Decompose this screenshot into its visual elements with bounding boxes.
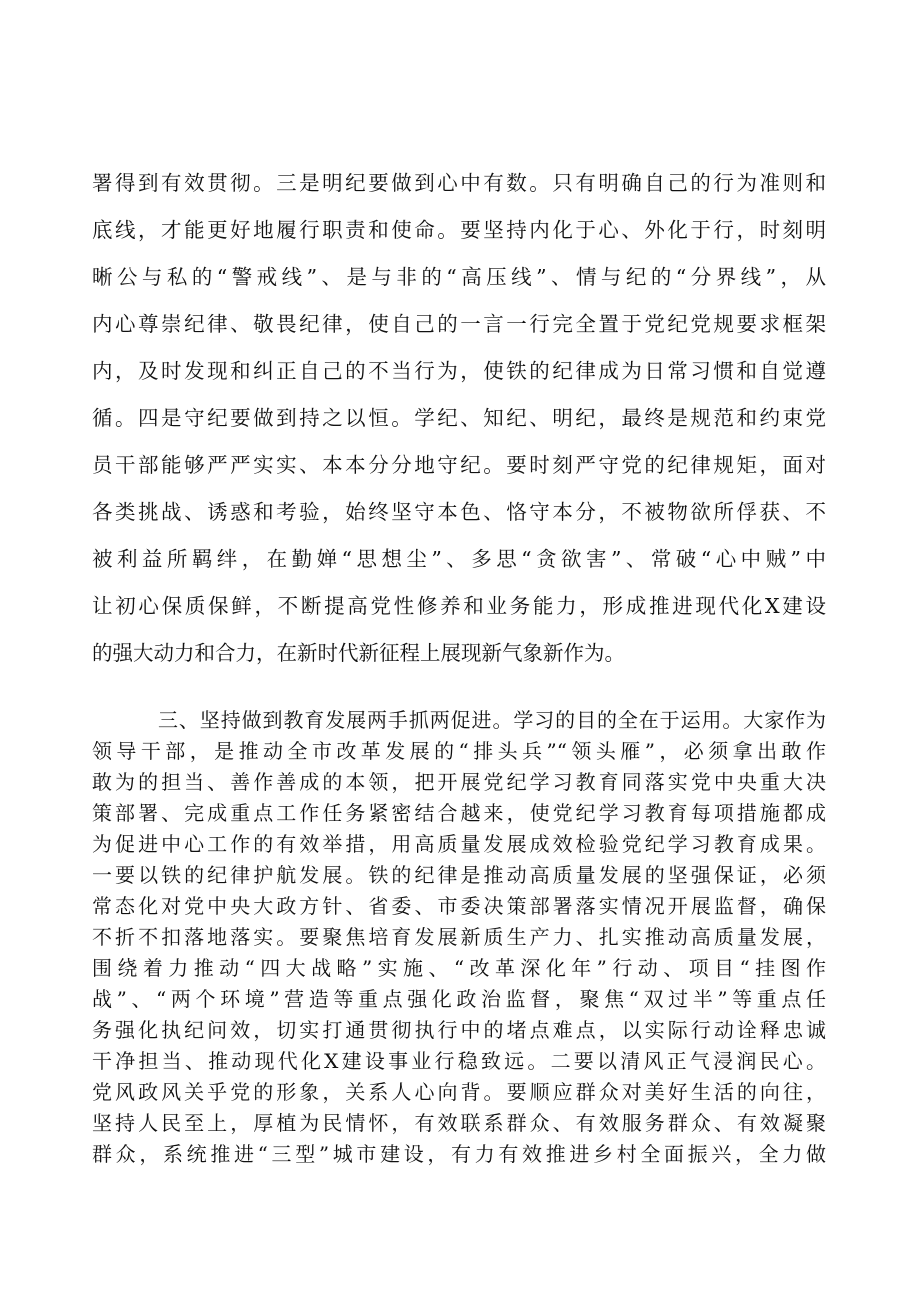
para2-line-6: 一要以铁的纪律护航发展。铁的纪律是推动高质量发展的坚强保证，必须 <box>92 863 826 887</box>
para1-line-10: 让初心保质保鲜，不断提高党性修养和业务能力，形成推进现代化X建设 <box>92 594 826 618</box>
para2-line-3: 敢为的担当、善作善成的本领，把开展党纪学习教育同落实党中央重大决 <box>92 770 826 794</box>
para1-line-2: 底线，才能更好地履行职责和使命。要坚持内化于心、外化于行，时刻明 <box>92 218 826 242</box>
para2-line-5: 为促进中心工作的有效举措，用高质量发展成效检验党纪学习教育成果。 <box>92 832 826 856</box>
para1-line-6: 循。四是守纪要做到持之以恒。学纪、知纪、明纪，最终是规范和约束党 <box>92 406 826 430</box>
para2-line-12: 干净担当、推动现代化X建设事业行稳致远。二要以清风正气浸润民心。 <box>92 1049 826 1073</box>
para2-line-9: 围绕着力推动“四大战略”实施、“改革深化年”行动、项目“挂图作 <box>92 956 826 980</box>
para1-line-7: 员干部能够严严实实、本本分分地守纪。要时刻严守党的纪律规矩，面对 <box>92 453 826 477</box>
para2-line-1-rest: 学习的目的全在于运用。大家作为 <box>513 708 827 732</box>
para1-line-1: 署得到有效贯彻。三是明纪要做到心中有数。只有明确自己的行为准则和 <box>92 171 826 195</box>
para2-line-15: 群众，系统推进“三型”城市建设，有力有效推进乡村全面振兴，全力做 <box>92 1142 826 1166</box>
para1-line-9: 被利益所羁绊，在勤婵“思想尘”、多思“贪欲害”、常破“心中贼”中 <box>92 547 826 571</box>
para1-line-3: 晰公与私的“警戒线”、是与非的“高压线”、情与纪的“分界线”，从 <box>92 265 826 289</box>
para1-line-11: 的强大动力和合力，在新时代新征程上展现新气象新作为。 <box>92 641 625 665</box>
para1-line-5: 内，及时发现和纠正自己的不当行为，使铁的纪律成为日常习惯和自觉遵 <box>92 359 826 383</box>
para2-line-2: 领导干部，是推动全市改革发展的“排头兵”“领头雁”，必须拿出敢作 <box>92 739 826 763</box>
para1-line-4: 内心尊崇纪律、敬畏纪律，使自己的一言一行完全置于党纪党规要求框架 <box>92 312 826 336</box>
para2-line-1 <box>158 708 826 732</box>
para1-line-8: 各类挑战、诱惑和考验，始终坚守本色、恪守本分，不被物欲所俘获、不 <box>92 500 826 524</box>
para2-line-7: 常态化对党中央大政方针、省委、市委决策部署落实情况开展监督，确保 <box>92 894 826 918</box>
para2-line-13: 党风政风关乎党的形象，关系人心向背。要顺应群众对美好生活的向往， <box>92 1080 826 1104</box>
para2-line-4: 策部署、完成重点工作任务紧密结合越来，使党纪学习教育每项措施都成 <box>92 801 826 825</box>
para2-line-8: 不折不扣落地落实。要聚焦培育发展新质生产力、扎实推动高质量发展， <box>92 925 826 949</box>
para2-line-11: 务强化执纪问效，切实打通贯彻执行中的堵点难点，以实际行动诠释忠诚 <box>92 1018 826 1042</box>
section-heading: 三、坚持做到教育发展两手抓两促进。 <box>158 708 514 732</box>
para2-line-10: 战”、“两个环境”营造等重点强化政治监督，聚焦“双过半”等重点任 <box>92 987 826 1011</box>
para2-line-14: 坚持人民至上，厚植为民情怀，有效联系群众、有效服务群众、有效凝聚 <box>92 1111 826 1135</box>
